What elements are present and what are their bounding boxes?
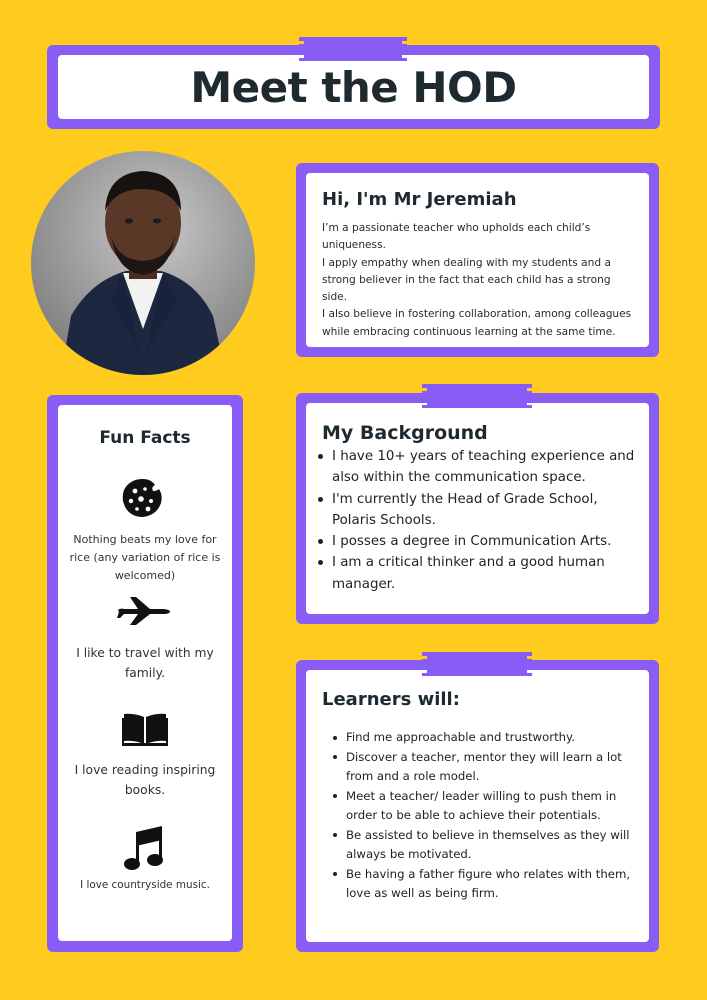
list-item: I'm currently the Head of Grade School, Polaris Schools. [314,489,644,532]
list-item: I have 10+ years of teaching experience and also within the communication space. [314,446,644,489]
intro-paragraph: I’m a passionate teacher who upholds each child’s uniqueness. [322,222,591,252]
airplane-icon [116,596,172,630]
fun-fact-text: I like to travel with my family. [76,646,214,680]
fun-fact-text: Nothing beats my love for rice (any variation of rice is welcomed) [69,533,221,582]
background-tape-decoration [427,384,527,408]
list-item: Be assisted to believe in themselves as they will always be motivated. [330,826,640,865]
learners-title: Learners will: [322,689,460,710]
intro-heading: Hi, I'm Mr Jeremiah [322,189,517,210]
fun-fact-text: I love reading inspiring books. [74,763,216,797]
fun-facts-title: Fun Facts [99,428,191,448]
background-list [314,446,644,595]
cookie-icon [121,477,165,523]
list-item: Find me approachable and trustworthy. [330,728,640,748]
intro-paragraph: I apply empathy when dealing with my students and a strong believer in the fact that each child has a strong side. [322,256,611,304]
list-item: Discover a teacher, mentor they will learn a lot from and a role model. [330,748,640,787]
list-item: I posses a degree in Communication Arts. [314,531,644,552]
list-item: Be having a father figure who relates with them, love as well as being firm. [330,865,640,904]
page-title: Meet the HOD [190,62,517,112]
fun-fact-text: I love countryside music. [80,879,210,891]
learners-list [330,728,640,904]
learners-tape-decoration [427,652,527,676]
intro-paragraph: I also believe in fostering collaboration, among colleagues while embracing continuous learning at the same time. [322,308,632,338]
intro-text [322,220,638,341]
list-item: Meet a teacher/ leader willing to push them in order to be able to achieve their potentials. [330,787,640,826]
list-item: I am a critical thinker and a good human manager. [314,552,644,595]
book-icon [122,712,168,750]
background-title: My Background [322,422,488,444]
hod-portrait-photo [31,151,255,375]
music-note-icon [124,826,164,874]
